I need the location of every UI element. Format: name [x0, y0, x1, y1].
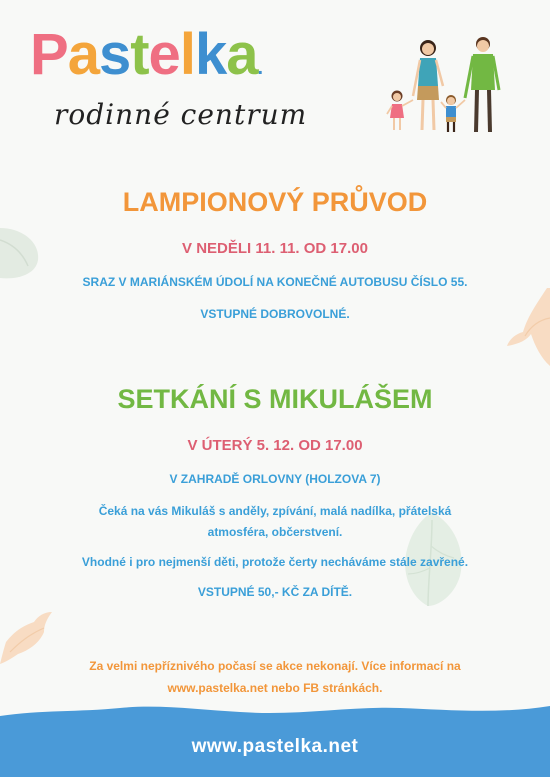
logo-letter: P — [30, 22, 68, 87]
logo-letter: s — [98, 22, 131, 87]
event2-place: V ZAHRADĚ ORLOVNY (HOLZOVA 7) — [169, 472, 381, 486]
bird-right-icon — [505, 288, 550, 368]
event1-title: LAMPIONOVÝ PRŮVOD — [122, 187, 428, 217]
logo-dot: . — [257, 57, 263, 79]
logo-subtitle: rodinné centrum — [54, 98, 308, 131]
family-illustration-icon — [383, 34, 508, 136]
footer-website-link[interactable]: www.pastelka.net — [191, 736, 359, 757]
logo — [30, 22, 308, 131]
event1-date: V NEDĚLI 11. 11. OD 17.00 — [182, 240, 368, 257]
logo-letter: e — [148, 22, 180, 87]
event2-date: V ÚTERÝ 5. 12. OD 17.00 — [187, 437, 363, 454]
event1-meeting-point: SRAZ V MARIÁNSKÉM ÚDOLÍ NA KONEČNÉ AUTOBUSU ČÍSLO 55. — [82, 275, 468, 289]
event2-kids-info: Vhodné i pro nejmenší děti, protože čerty necháváme stále zavřené. — [81, 555, 469, 569]
logo-letter: l — [179, 22, 195, 87]
weather-note-line2: www.pastelka.net nebo FB stránkách. — [167, 681, 383, 695]
logo-letter: a — [67, 22, 99, 87]
event1-entry: VSTUPNÉ DOBROVOLNÉ. — [200, 307, 350, 321]
event2-entry: VSTUPNÉ 50,- KČ ZA DÍTĚ. — [197, 585, 353, 599]
logo-letter: t — [130, 22, 149, 87]
weather-note-line1: Za velmi nepříznivého počasí se akce nekonají. Více informací na — [89, 659, 461, 673]
event2-description-line2: atmosféra, občerstvení. — [207, 525, 343, 539]
event2-title: SETKÁNÍ S MIKULÁŠEM — [117, 384, 433, 414]
event2-description-line1: Čeká na vás Mikuláš s anděly, zpívání, malá nadílka, přátelská — [98, 504, 452, 518]
logo-letter: a — [226, 22, 258, 87]
logo-wordmark — [30, 22, 263, 87]
logo-letter: k — [194, 22, 227, 87]
